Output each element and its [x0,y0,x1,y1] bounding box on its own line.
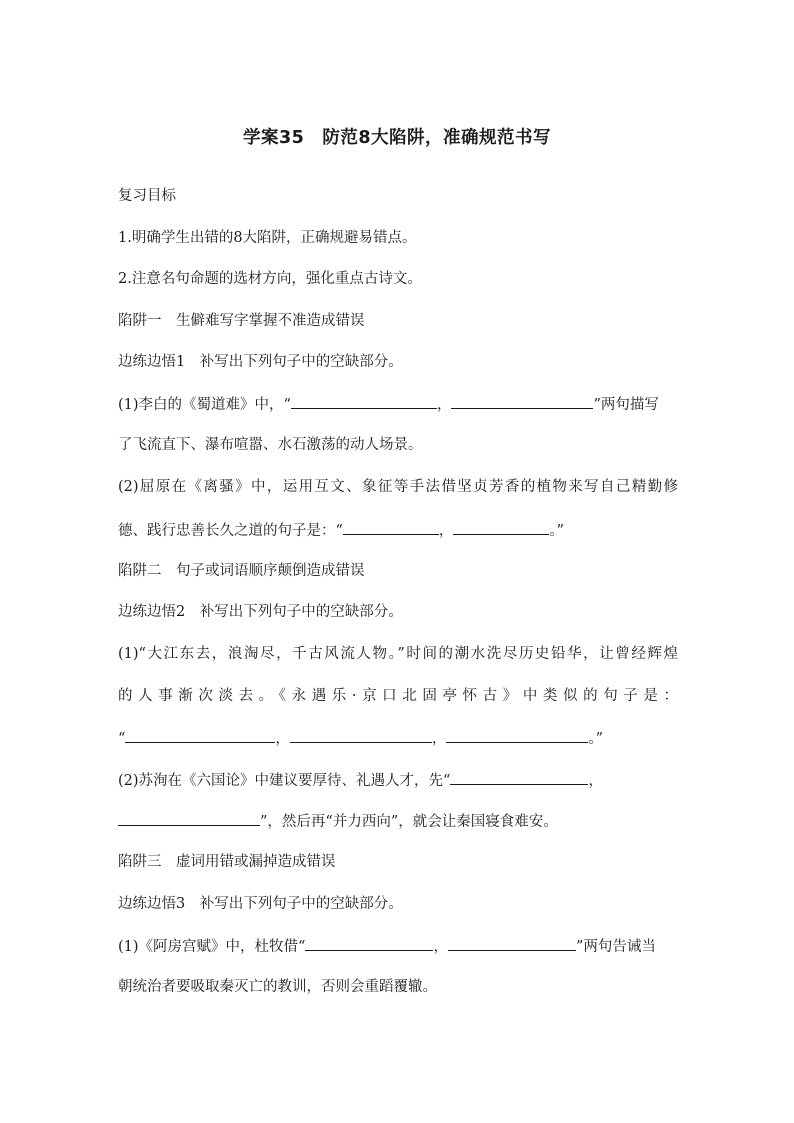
trap2-question1-line1: (1)“大江东去，浪淘尽，千古风流人物。”时间的潮水洗尽历史铅华，让曾经辉煌 [118,646,678,662]
goal-item-1: 1.明确学生出错的8大陷阱，正确规避易错点。 [118,230,417,246]
text-fragment: ”，然后再“并力西向”，就会让秦国寝食难安。 [260,814,558,830]
text-fragment: (1)《阿房宫赋》中，杜牧借“ [118,939,306,955]
text-fragment: 。” [549,523,565,539]
answer-blank[interactable] [450,769,588,785]
trap1-question1-line2: 了飞流直下、瀑布喧嚣、水石激荡的动人场景。 [118,437,423,453]
trap1-heading: 陷阱一 生僻难写字掌握不准造成错误 [118,313,365,329]
trap2-question2-line1 [118,769,678,791]
answer-blank[interactable] [125,727,275,743]
trap2-question1-line2: 的人事渐次淡去。《永遇乐·京口北固亭怀古》中类似的句子是： [118,688,678,704]
text-fragment: ， [433,939,448,955]
trap2-practice-heading: 边练边悟2 补写出下列句子中的空缺部分。 [118,604,403,620]
text-fragment: (2)苏洵在《六国论》中建议要厚待、礼遇人才，先“ [118,773,451,789]
answer-blank[interactable] [446,727,588,743]
text-fragment: “ [118,731,126,747]
trap3-question1-line1 [118,935,678,957]
text-fragment: ， [275,731,290,747]
trap1-practice-heading: 边练边悟1 补写出下列句子中的空缺部分。 [118,354,403,370]
section-heading-review: 复习目标 [118,188,176,204]
trap2-question1-line3 [118,727,678,749]
text-fragment: 。” [588,731,604,747]
text-fragment: ， [436,397,452,413]
trap1-question2-line1: (2)屈原在《离骚》中，运用互文、象征等手法借坚贞芳香的植物来写自己精勤修 [118,479,678,495]
answer-blank[interactable] [448,935,576,951]
text-fragment: ”两句告诫当 [575,939,656,955]
answer-blank[interactable] [291,393,437,409]
text-fragment: (1)李白的《蜀道难》中，“ [118,397,291,413]
text-fragment: 德、践行忠善长久之道的句子是：“ [118,523,343,539]
answer-blank[interactable] [290,727,432,743]
answer-blank[interactable] [343,519,439,535]
answer-blank[interactable] [451,393,593,409]
answer-blank[interactable] [118,810,260,826]
trap1-question2-line2 [118,519,678,541]
text-fragment: ”两句描写 [593,397,659,413]
answer-blank[interactable] [453,519,549,535]
trap3-question1-line2: 朝统治者要吸取秦灭亡的教训，否则会重蹈覆辙。 [118,979,437,995]
goal-item-2: 2.注意名句命题的选材方向，强化重点古诗文。 [118,271,422,287]
trap2-question2-line2 [118,810,678,832]
answer-blank[interactable] [305,935,433,951]
trap2-heading: 陷阱二 句子或词语顺序颠倒造成错误 [118,563,365,579]
trap1-question1-line1 [118,393,678,415]
text-fragment: ， [438,523,454,539]
text-fragment: ， [431,731,447,747]
page-title: 学案35 防范8大陷阱，准确规范书写 [242,128,552,148]
trap3-heading: 陷阱三 虚词用错或漏掉造成错误 [118,854,336,870]
trap3-practice-heading: 边练边悟3 补写出下列句子中的空缺部分。 [118,896,403,912]
text-fragment: ， [588,773,603,789]
